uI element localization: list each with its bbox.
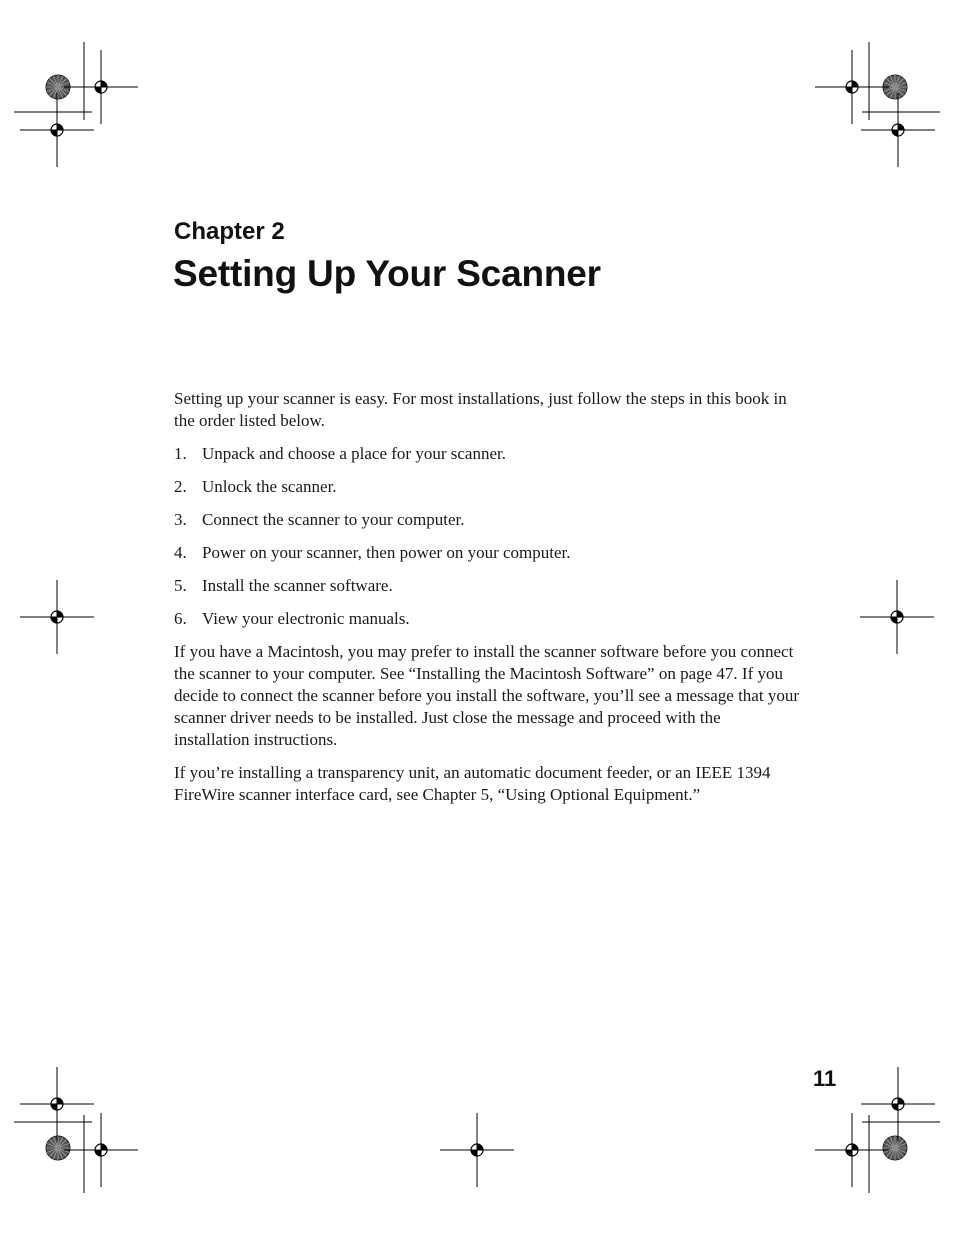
step-number: 4. xyxy=(174,543,187,562)
list-item xyxy=(174,608,799,630)
optional-equipment-paragraph: If you’re installing a transparency unit, an automatic document feeder, or an IEEE 1394 FireWire scanner interface card, see Chapter 5, “Using Optional Equipment.” xyxy=(174,763,771,804)
crosshair-mark xyxy=(20,1067,94,1141)
intro-paragraph: Setting up your scanner is easy. For most installations, just follow the steps in this book in the order listed below. xyxy=(174,389,787,430)
step-number: 3. xyxy=(174,510,187,529)
crosshair-mark xyxy=(861,93,935,167)
step-text: Install the scanner software. xyxy=(202,576,393,595)
chapter-title: Setting Up Your Scanner xyxy=(173,253,601,294)
step-text: Unpack and choose a place for your scanner. xyxy=(202,444,506,463)
step-text: Connect the scanner to your computer. xyxy=(202,510,465,529)
starburst-mark-bottom-left xyxy=(46,1136,70,1160)
crosshair-mark xyxy=(815,50,889,124)
list-item xyxy=(174,509,799,531)
step-text: Power on your scanner, then power on your computer. xyxy=(202,543,571,562)
step-text: View your electronic manuals. xyxy=(202,609,410,628)
step-text: Unlock the scanner. xyxy=(202,477,337,496)
list-item xyxy=(174,443,799,465)
crosshair-mark xyxy=(20,93,94,167)
crosshair-mark xyxy=(860,580,934,654)
crosshair-mark xyxy=(815,1113,889,1187)
chapter-label: Chapter 2 xyxy=(174,218,285,245)
step-number: 5. xyxy=(174,576,187,595)
crosshair-mark xyxy=(20,580,94,654)
crosshair-mark xyxy=(64,1113,138,1187)
step-number: 2. xyxy=(174,477,187,496)
list-item xyxy=(174,575,799,597)
crosshair-mark xyxy=(64,50,138,124)
page-number: 11 xyxy=(813,1066,837,1091)
step-number: 6. xyxy=(174,609,187,628)
crosshair-mark xyxy=(440,1113,514,1187)
setup-steps-list xyxy=(174,443,799,630)
starburst-mark-bottom-right xyxy=(883,1136,907,1160)
macintosh-paragraph: If you have a Macintosh, you may prefer to install the scanner software before you connect the scanner to your computer. See “Installing the Macintosh Software” on page 47. If you decide to connect the scanner before you install the software, you’ll see a message that your scanner driver needs to be installed. Just close the message and proceed with the installation instructions. xyxy=(174,642,799,749)
list-item xyxy=(174,542,799,564)
step-number: 1. xyxy=(174,444,187,463)
chapter-body xyxy=(174,388,799,817)
list-item xyxy=(174,476,799,498)
crosshair-mark xyxy=(861,1067,935,1141)
